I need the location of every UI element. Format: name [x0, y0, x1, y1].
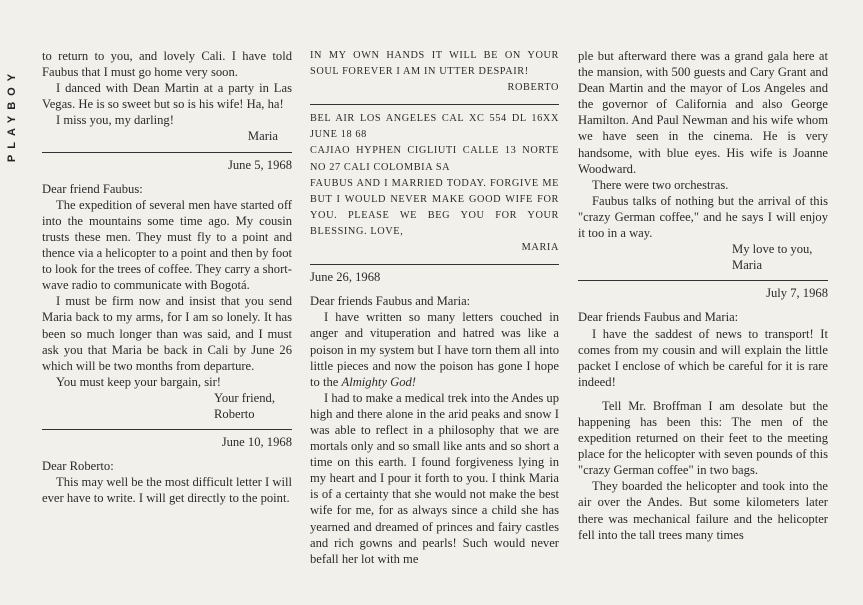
paragraph: Tell Mr. Broffman I am desolate but the happening has been this: The men of the expedition returned on their feet to the meeting place for the helicopter with seven pounds of this "crazy German coffee" in two bags. [578, 398, 828, 478]
magazine-spine-logo [0, 40, 24, 190]
paragraph-text: I have written so many letters couched in anger and vituperation and hatred was like a poison in my system but I have torn them all into little pieces and now the poison has gone I hope to the [310, 310, 559, 389]
divider [578, 280, 828, 281]
paragraph: This may well be the most difficult letter I will ever have to write. I will get directly to the point. [42, 475, 292, 506]
telegram-address: CAJIAO HYPHEN CIGLIUTI CALLE 13 NORTE NO 27 CALI COLOMBIA SA [310, 145, 559, 173]
paragraph: I danced with Dean Martin at a party in Las Vegas. He is so sweet but so is his wife! Ha, ha! [42, 81, 292, 112]
paragraph: There were two orchestras. [592, 177, 729, 192]
salutation: Dear friend Faubus: [42, 181, 143, 196]
telegram-text: FAUBUS AND I MARRIED TODAY. FORGIVE ME BUT I WOULD NEVER MAKE GOOD WIFE FOR YOU. PLEASE WE BEG YOU FOR YOUR BLESSING. LOVE, [310, 177, 559, 237]
paragraph: I had to make a medical trek into the Andes up high and there alone in the arid peaks and snow I was able to reflect in a philosophy that we are mortals only and so small like ants and so short a time on this earth. I found forgiveness lying in my heart and I pour it forth to you. I think Maria is of a certainty that she would not make the best wife for me, for as always since a child she has yearned and dreamed of princes and fairy castles and rich gowns and pearls! Such would never befall her lot with me [310, 390, 559, 566]
spine-text: PLAYBOY [6, 67, 18, 163]
paragraph: I have the saddest of news to transport! It comes from my cousin and will explain the little packet I enclose of which be careful for it is rare indeed! [578, 326, 828, 389]
closing: My love to you, [732, 242, 813, 257]
salutation: Dear friends Faubus and Maria: [310, 294, 471, 309]
paragraph: The expedition of several men have started off into the mountains some time ago. My cousin trusts these men. They must fly to a point and thence via a helicopter to a point and then by foot to look for the trees of coffee. They carry a short-wave radio to communicate with Bogotá. [42, 197, 292, 293]
signature: Maria [732, 258, 763, 273]
telegram-signature: ROBERTO [507, 82, 559, 94]
column-2 [310, 0, 559, 605]
paragraph: ple but afterward there was a grand gala here at the mansion, with 500 guests and Cary Grant and Dean Martin and the mayor of Los Angeles and the governor of California and also George Hamilton. And Paul Newman and his wife whom we have seen in the cinema. He is very handsome, with blue eyes. His wife is Joanne Woodward. [578, 49, 828, 176]
telegram-header: BEL AIR LOS ANGELES CAL XC 554 DL 16XX JUNE 18 68 [310, 113, 559, 141]
signature: Roberto [214, 406, 255, 421]
column-1 [42, 0, 292, 605]
letter-date: July 7, 1968 [766, 286, 828, 301]
closing: Your friend, [214, 390, 275, 405]
emphasis-text: Almighty God! [341, 374, 416, 389]
divider [42, 429, 292, 430]
paragraph [310, 309, 559, 389]
telegram-text: IN MY OWN HANDS IT WILL BE ON YOUR SOUL FOREVER I AM IN UTTER DESPAIR! [310, 50, 559, 78]
signature: Maria [247, 129, 278, 144]
salutation: Dear friends Faubus and Maria: [578, 310, 739, 325]
paragraph: You must keep your bargain, sir! [56, 374, 221, 389]
letter-date: June 26, 1968 [310, 270, 381, 285]
paragraph: Faubus talks of nothing but the arrival of this "crazy German coffee," and he says I will enjoy it too in a way. [578, 193, 828, 241]
divider [310, 264, 559, 265]
paragraph: They boarded the helicopter and took into the air over the Andes. But some kilometers later there was mechanical failure and the helicopter fell into the tall trees many times [578, 479, 828, 542]
telegram-signature: MARIA [521, 242, 559, 254]
letter-date: June 10, 1968 [221, 435, 292, 450]
column-3 [578, 0, 828, 605]
paragraph: I must be firm now and insist that you send Maria back to my arms, for I am so lonely. It has been so much longer than was said, and I must ask you that Maria be back in Cali by June 26 which will be two months from departure. [42, 294, 292, 373]
paragraph: to return to you, and lovely Cali. I have told Faubus that I must go home very soon. [42, 49, 292, 80]
salutation: Dear Roberto: [42, 459, 114, 474]
paragraph: I miss you, my darling! [56, 113, 174, 128]
letter-date: June 5, 1968 [227, 157, 292, 172]
divider [42, 152, 292, 153]
